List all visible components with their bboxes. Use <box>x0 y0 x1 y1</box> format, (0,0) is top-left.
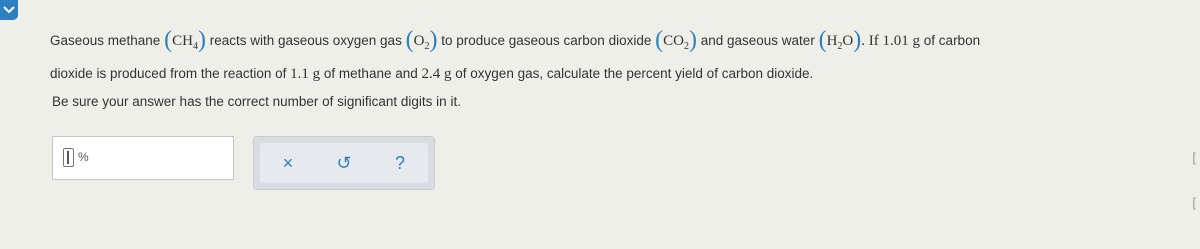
problem-text: of carbon <box>923 33 981 48</box>
mass-co2: 1.01 g <box>882 33 921 49</box>
input-cursor-icon <box>63 148 74 167</box>
problem-text: Gaseous methane <box>50 33 161 48</box>
problem-text: of oxygen gas, calculate the percent yield of carbon dioxide. <box>455 66 814 81</box>
problem-text: and gaseous water <box>700 33 815 48</box>
edge-mark: [ <box>1192 195 1196 210</box>
mass-oxygen: 2.4 g <box>421 66 452 82</box>
chevron-down-icon[interactable] <box>0 0 18 20</box>
problem-text: of methane and <box>323 66 418 81</box>
edge-mark: [ <box>1192 150 1196 165</box>
undo-button[interactable]: ↺ <box>336 152 352 173</box>
oxygen-formula: $(O_2)$ <box>405 27 438 53</box>
help-button[interactable]: ? <box>394 152 405 173</box>
clear-button[interactable]: × <box>282 152 294 173</box>
problem-text: to produce gaseous carbon dioxide <box>441 33 652 48</box>
co2-formula: $(CO_2)$ <box>655 27 697 53</box>
answer-toolbar <box>253 136 435 190</box>
problem-text: . If <box>861 33 879 49</box>
answer-input[interactable] <box>52 136 234 180</box>
mass-methane: 1.1 g <box>290 66 321 82</box>
water-formula: $(H_2O)$ <box>818 27 862 53</box>
problem-text: dioxide is produced from the reaction of <box>50 66 287 81</box>
problem-text: reacts with gaseous oxygen gas <box>209 33 402 48</box>
unit-label: % <box>78 150 89 164</box>
methane-formula: $(CH_4)$ <box>164 27 206 53</box>
problem-line-2 <box>50 57 1180 91</box>
instruction-note: Be sure your answer has the correct number of significant digits in it. <box>52 94 461 109</box>
problem-statement <box>50 22 1180 91</box>
